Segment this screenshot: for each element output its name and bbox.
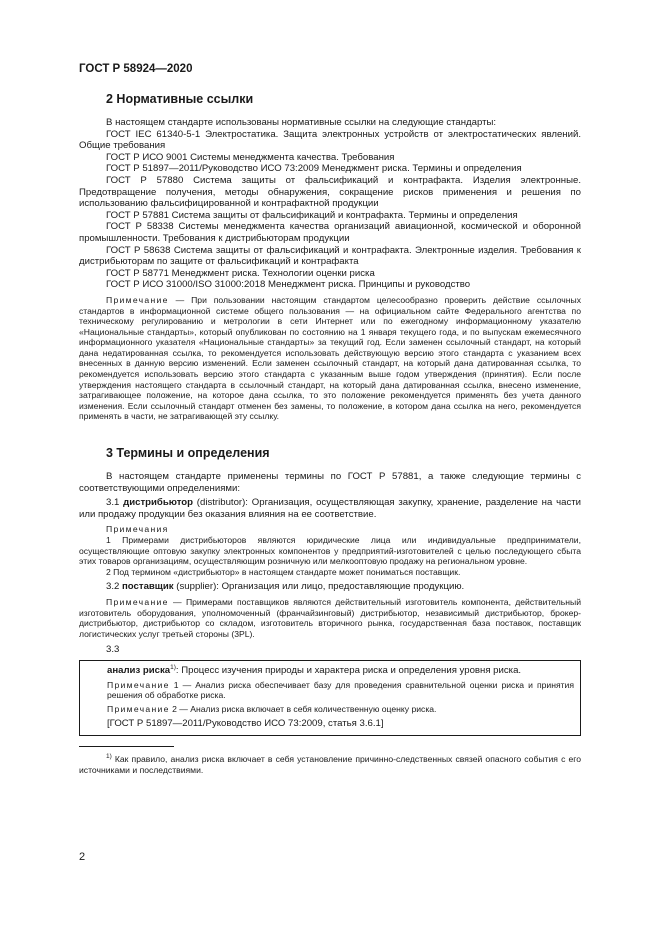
note-text: 2 — Анализ риска включает в себя количественную оценку риска. [169, 703, 437, 714]
note-text: — При пользовании настоящим стандартом целесообразно проверить действие ссылочных стандартов в информационной системе общего пользования — на официальном сайте Федерального агентства по техническому регулированию и метрологии в сети Интернет или по ежегодному информационному указателю «Национальные стандарты», который опубликован по состоянию на 1 января текущего года, и по выпускам ежемесячного информационного указателя «Национальные стандарты» за текущий год. Если заменен ссылочный стандарт, на который дана недатированная ссылка, то рекомендуется использовать действующую версию этого стандарта с указанием всех внесенных в данную версию изменений. Если заменен ссылочный стандарт, на который дана датированная ссылка, то рекомендуется использовать версию этого стандарта с указанным выше годом утверждения (принятия). Если после утверждения настоящего стандарта в ссылочный стандарт, на который дана датированная ссылка, внесено изменение, затрагивающее положение, на которое дана ссылка, то это положение рекомендуется применять без учета данного изменения. Если ссылочный стандарт отменен без замены, то положение, в котором дана ссылка на него, рекомендуется применять в части, не затрагивающей эту ссылку. [79, 294, 581, 422]
term-3-3-box [79, 660, 581, 736]
term-3-3 [107, 665, 574, 677]
section-2-note [79, 295, 581, 422]
section-3-intro: В настоящем стандарте применены термины по ГОСТ Р 57881, а также следующие термины с соответствующими определениями: [79, 471, 581, 494]
note-label: Примечание [106, 596, 169, 607]
term-3-1-note-2: 2 Под термином «дистрибьютор» в настоящем стандарте может пониматься поставщик. [106, 566, 461, 577]
reference-item: ГОСТ Р ИСО 31000/ISO 31000:2018 Менеджмент риска. Принципы и руководство [106, 279, 471, 291]
term-name: анализ риска [107, 664, 171, 676]
notes-label: Примечания [106, 524, 169, 535]
term-3-2-note [79, 597, 581, 639]
term-name: поставщик [122, 581, 174, 593]
footnote-mark: 1) [106, 753, 112, 761]
term-definition: (supplier): Организация или лицо, предоставляющие продукцию. [173, 581, 465, 593]
document-header: ГОСТ Р 58924—2020 [79, 63, 193, 75]
reference-item: ГОСТ IEC 61340-5-1 Электростатика. Защита электронных устройств от электростатических явлений. Общие требования [79, 128, 581, 152]
reference-item: ГОСТ Р 58638 Система защиты от фальсификаций и контрафакта. Электронные изделия. Требования к дистрибьюторам по защите от фальсификаций и контрафакта [79, 244, 581, 268]
term-3-1-note-1: 1 Примерами дистрибьюторов являются юридические лица или индивидуальные предприниматели, осуществляющие оптовую закупку электронных компонентов у предприятий-изготовителей с целью последующего сбыта этих товаров организациям, осуществляющим розничную или мелкооптовую продажу на региональном уровне. [79, 535, 581, 567]
term-3-3-number: 3.3 [106, 644, 120, 656]
reference-item: ГОСТ Р ИСО 9001 Системы менеджмента качества. Требования [106, 151, 395, 163]
term-3-3-note-2 [107, 704, 574, 715]
note-text: 1 — Анализ риска обеспечивает базу для проведения сравнительной оценки риска и принятия решения об обработке риска. [107, 679, 574, 701]
note-text: — Примерами поставщиков являются действительный изготовитель компонента, действительный изготовитель оборудования, уполномоченный (франчайзинговый) дистрибьютор, независимый дистрибьютор, брокер-дистрибьютор, дистрибьютор со складом, изготовитель вторичного рынка, государственная база поставок, поставщик логистических услуг третьей стороны (3PL). [79, 596, 581, 639]
term-3-1 [79, 497, 581, 520]
footnote-ref: 1) [170, 663, 176, 671]
note-label: Примечание [106, 294, 169, 305]
term-name: дистрибьютор [123, 497, 193, 509]
term-number: 3.2 [106, 581, 123, 593]
footnote [79, 754, 581, 775]
section-2-intro: В настоящем стандарте использованы нормативные ссылки на следующие стандарты: [106, 117, 497, 128]
reference-item: ГОСТ Р 57881 Система защиты от фальсификаций и контрафакта. Термины и определения [106, 209, 518, 221]
reference-item: ГОСТ Р 58338 Системы менеджмента качества организаций авиационной, космической и оборонной промышленности. Требования к дистрибьюторам продукции [79, 221, 581, 244]
note-label: Примечание [107, 679, 170, 690]
term-3-3-note-1 [107, 680, 574, 701]
term-number: 3.1 [106, 497, 124, 509]
reference-item: ГОСТ Р 57880 Система защиты от фальсификаций и контрафакта. Изделия электронные. Предотвращение получения, методы обнаружения, сокращение рисков применения и решения по использованию фальсифицированной и контрафактной продукции [79, 174, 581, 210]
term-definition: : Процесс изучения природы и характера риска и определения уровня риска. [175, 664, 522, 676]
section-2-title: 2 Нормативные ссылки [106, 92, 254, 106]
reference-item: ГОСТ Р 51897—2011/Руководство ИСО 73:2009 Менеджмент риска. Термины и определения [106, 163, 522, 175]
note-label: Примечание [107, 703, 170, 714]
footnote-text: Как правило, анализ риска включает в себя установление причинно-следственных связей опасного события с его источниками и последствиями. [79, 753, 581, 775]
section-3-title: 3 Термины и определения [106, 446, 270, 461]
page-content [79, 92, 581, 775]
page-number: 2 [79, 851, 86, 863]
term-3-2 [79, 581, 581, 593]
term-3-3-source: [ГОСТ Р 51897—2011/Руководство ИСО 73:2009, статья 3.6.1] [107, 718, 384, 730]
term-definition: (distributor): Организация, осуществляющая закупку, хранение, разделение на части или продажу продукции без оказания влияния на ее соответствие. [79, 497, 581, 520]
reference-item: ГОСТ Р 58771 Менеджмент риска. Технологии оценки риска [106, 267, 375, 279]
